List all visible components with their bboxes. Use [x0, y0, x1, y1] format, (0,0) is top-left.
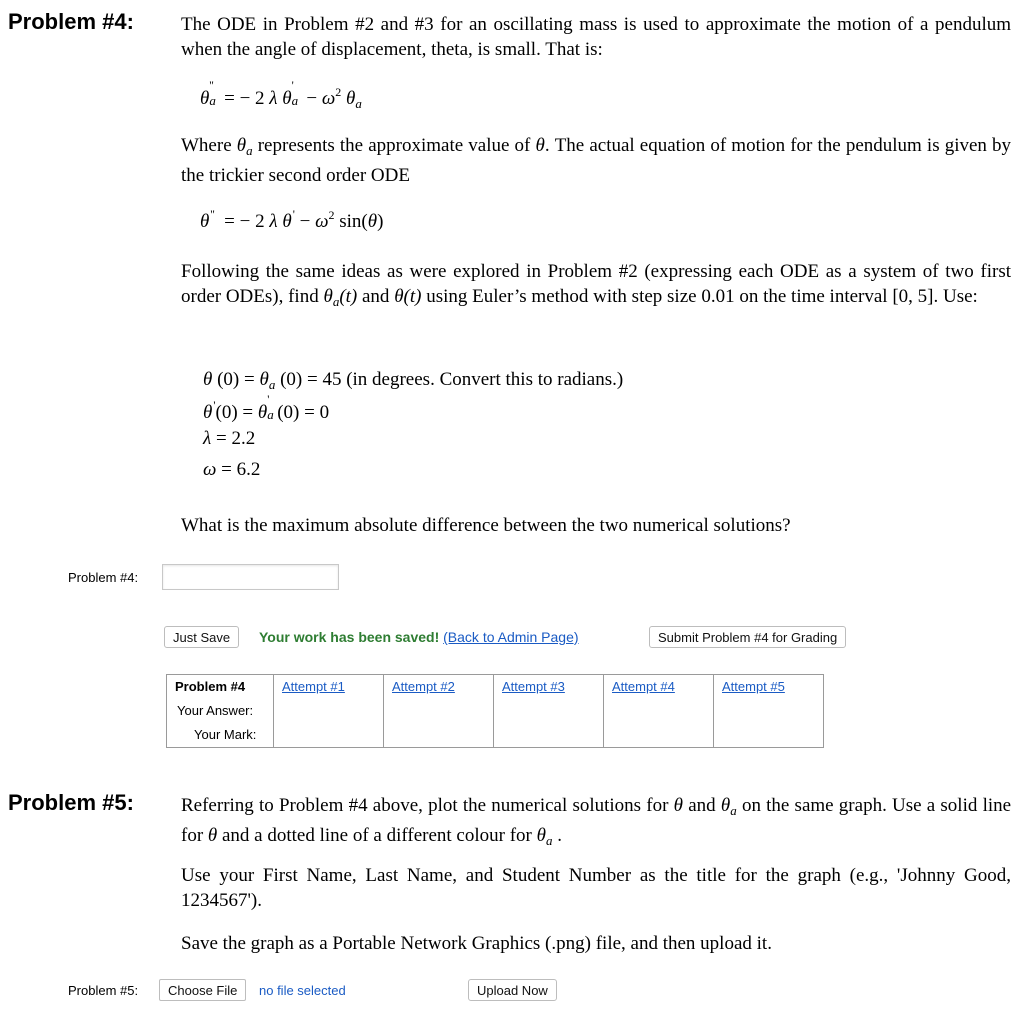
problem-4-question: What is the maximum absolute difference between the two numerical solutions?: [181, 515, 791, 536]
table-header: Problem #4: [175, 679, 246, 694]
where-paragraph: Where $\theta_a$ represents the approximate value of θ. The actual equation of motion for the pendulum is given by the trickier second order ODE: [181, 135, 1012, 186]
condition-lambda: λ = 2.2: [203, 428, 256, 449]
problem-5-paragraph-1: Referring to Problem #4 above, plot the numerical solutions for θ and $\theta_a$ on the same graph. Use a solid line for θ and a dotted line of a different colour for $\theta_a$ .: [181, 795, 1012, 848]
saved-message: Your work has been saved!: [259, 629, 440, 645]
problem-4-intro: The ODE in Problem #2 and #3 for an oscillating mass is used to approximate the motion of a pendulum when the angle of displacement, theta, is small. That is:: [181, 14, 1011, 60]
attempt-5-cell: [714, 675, 824, 748]
your-answer-label: Your Answer:: [177, 703, 254, 718]
choose-file-button[interactable]: Choose File: [159, 979, 246, 1001]
condition-theta: θ $(0) = \theta_a$ (0) = 45 (in degrees. Convert this to radians.): [203, 369, 624, 392]
attempt-1-link[interactable]: Attempt #1: [282, 679, 345, 694]
upload-now-button[interactable]: Upload Now: [468, 979, 557, 1001]
problem-5-title: Problem #5:: [8, 790, 134, 815]
actual-equation: θ'' = − 2 λ $\theta' - \omega^2$ sin(θ): [200, 207, 384, 232]
condition-theta-prime: θ'(0) = θ ' a (0) = 0: [203, 392, 330, 423]
submit-problem-4-button[interactable]: Submit Problem #4 for Grading: [649, 626, 846, 648]
following-paragraph: Following the same ideas as were explored in Problem #2 (expressing each ODE as a system of two first order ODEs), find $\theta_a(t)$ and θ(t) using Euler’s method with step size 0.01 on the time interval [0, 5]. Use:: [181, 261, 1011, 309]
attempt-2-cell: [384, 675, 494, 748]
attempt-4-cell: [604, 675, 714, 748]
upload-label: Problem #5:: [68, 983, 139, 998]
attempt-1-cell: [274, 675, 384, 748]
attempts-header-cell: [167, 675, 274, 748]
back-to-admin-link[interactable]: (Back to Admin Page): [443, 629, 579, 645]
attempt-4-link[interactable]: Attempt #4: [612, 679, 675, 694]
save-status: [259, 629, 579, 645]
attempts-table: [166, 674, 824, 748]
answer-label: Problem #4:: [68, 570, 139, 585]
your-mark-label: Your Mark:: [194, 727, 257, 742]
condition-omega: ω = 6.2: [203, 459, 261, 480]
problem-4-title: Problem #4:: [8, 9, 134, 34]
problem-4-answer-input[interactable]: [162, 564, 339, 590]
problem-5-paragraph-3: Save the graph as a Portable Network Graphics (.png) file, and then upload it.: [181, 933, 772, 954]
approx-equation: θ '' a = − 2 λ θ ' a − $\omega^2$ $\theta_a$: [200, 78, 362, 111]
attempt-3-link[interactable]: Attempt #3: [502, 679, 565, 694]
attempt-5-link[interactable]: Attempt #5: [722, 679, 785, 694]
file-name-status: no file selected: [259, 983, 346, 998]
attempt-2-link[interactable]: Attempt #2: [392, 679, 455, 694]
problem-5-paragraph-2: Use your First Name, Last Name, and Student Number as the title for the graph (e.g., 'Johnny Good, 1234567').: [181, 865, 1011, 911]
just-save-button[interactable]: Just Save: [164, 626, 239, 648]
attempt-3-cell: [494, 675, 604, 748]
